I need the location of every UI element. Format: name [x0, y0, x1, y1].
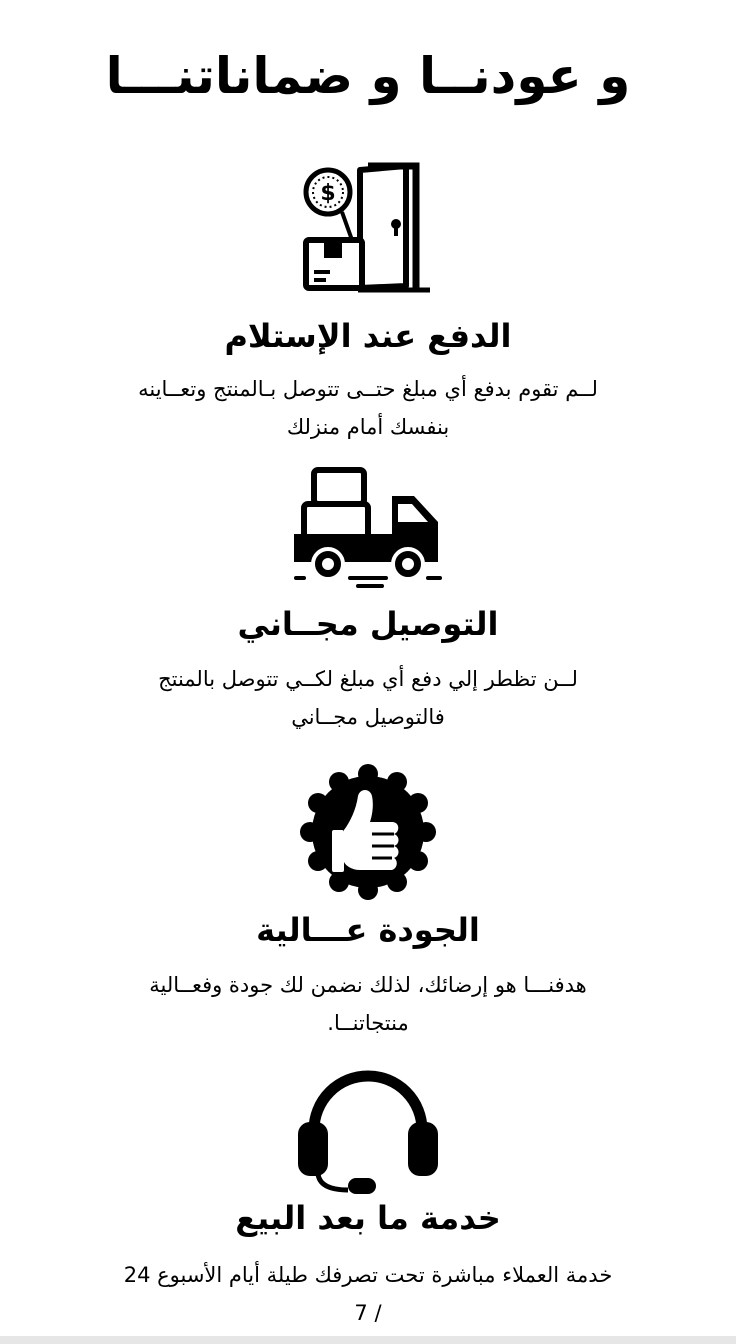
delivery-truck-icon	[288, 466, 448, 590]
feature-title: الدفع عند الإستلام	[224, 317, 512, 355]
headset-icon	[298, 1064, 438, 1194]
cash-on-delivery-icon	[298, 160, 438, 300]
feature-description: خدمة العملاء مباشرة تحت تصرفك طيلة أيام الأسبوع 24 / 7	[123, 1263, 613, 1325]
feature-description: لــم تقوم بدفع أي مبلغ حتــى تتوصل بـالمنتج وتعــاينه بنفسك أمام منزلك	[138, 377, 598, 439]
feature-description: هدفنـــا هو إرضائك، لذلك نضمن لك جودة وفعــالية منتجاتنــا.	[149, 973, 587, 1035]
feature-title: التوصيل مجــاني	[237, 605, 499, 643]
page-title: و عودنــا و ضماناتنـــا	[105, 47, 631, 105]
thumbs-up-badge-icon	[300, 764, 436, 900]
svg-text:$: $	[320, 181, 336, 206]
feature-title: خدمة ما بعد البيع	[235, 1199, 501, 1237]
bottom-divider	[0, 1336, 736, 1344]
feature-title: الجودة عـــالية	[256, 911, 480, 949]
feature-description: لــن تظطر إلي دفع أي مبلغ لكــي تتوصل بالمنتج فالتوصيل مجــاني	[158, 667, 578, 729]
